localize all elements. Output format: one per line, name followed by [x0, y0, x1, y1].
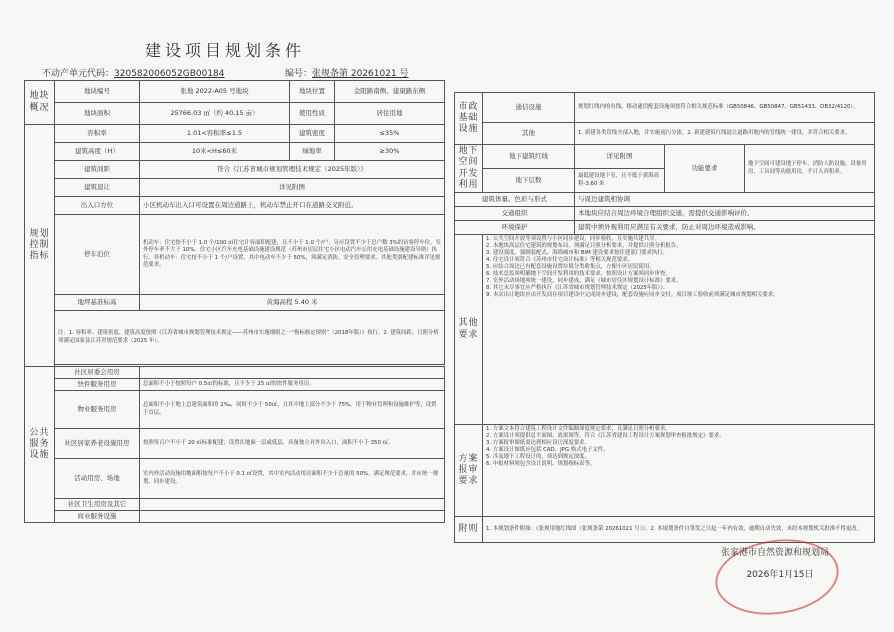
plot-location-label: 地块位置 — [290, 81, 335, 103]
requirements-section-label: 其他要求 — [455, 235, 483, 425]
requirement-item: 9. 本次出让地块应由开发商在项目建设中完成同步建设，配套设施应同步交付。项目竣工验收前须满足城市规划相关要求。 — [486, 292, 779, 299]
review-item: 5. 涉及地下工程设计的，须达到规定深度。 — [486, 454, 590, 461]
review-item: 4. 方案设计图纸应包括 CAD、JPG 格式电子文件。 — [486, 447, 609, 454]
ug-function-label: 功能要求 — [665, 145, 745, 193]
requirement-item: 6. 技术总监须明确地下空间开发利用的技术要求，按照设计方案须同步审查。 — [486, 271, 671, 278]
svc-label-2: 物业服务用房 — [55, 391, 140, 429]
review-item: 6. 申报材料须包含设计说明、规划指标表等。 — [486, 461, 596, 468]
svc-value-3: 按照每百户不小于 20 ㎡标准配建，设置在地面一层或低层，具备独立对外出入口，面积不小于 350 ㎡。 — [140, 429, 445, 459]
svc-label-4: 活动用房、场地 — [55, 459, 140, 499]
comm-label: 通信设施 — [483, 93, 575, 123]
setback-value: 详见附图 — [140, 179, 445, 197]
traffic-label: 交通组织 — [455, 207, 575, 221]
property-code-label: 不动产单元代码： — [42, 69, 115, 79]
review-item: 2. 方案设计须提供总平面图、效果图等，符合《江苏省建设工程设计方案规划审查报批规定》要求。 — [486, 433, 725, 440]
requirement-item: 1. 公共空间开放等须设置与小区同步建设，同步验收，且实施共建共享。 — [486, 236, 660, 242]
ug-levels-label: 地下层数 — [483, 169, 575, 193]
spacing-label: 建筑间距 — [55, 161, 140, 179]
svc-value-1: 总面积不小于按照每户 0.5㎡的标准，且不少于 25 ㎡的快件服务用房。 — [140, 379, 445, 391]
svc-label-1: 快件服务用房 — [55, 379, 140, 391]
ug-line-label: 地下建筑红线 — [483, 145, 575, 169]
density-label: 建筑密度 — [290, 125, 335, 143]
plot-area-label: 地块面积 — [55, 103, 140, 125]
svc-value-6 — [140, 511, 445, 523]
document-number-label: 编号： — [285, 69, 313, 79]
land-use-label: 使用性质 — [290, 103, 335, 125]
land-use-value: 居住用地 — [335, 103, 445, 125]
document-title: 建设项目规划条件 — [144, 41, 305, 60]
review-list — [483, 425, 875, 517]
plot-number-label: 地块编号 — [55, 81, 140, 103]
document-number-value: 张规条第 20261021 号 — [312, 69, 409, 79]
env-label: 环境保护 — [455, 221, 575, 235]
density-value: ≤35% — [335, 125, 445, 143]
svc-value-4: 室内外活动设施用地面积按每户不小于 0.1 ㎡设置，其中室内活动用房面积不少于总量的 50%，满足规范要求，并应统一规划、同步建设。 — [140, 459, 445, 499]
green-ratio-value: ≥30% — [335, 143, 445, 161]
attach-section-label: 附则 — [455, 517, 483, 543]
service-section-label: 公共服务设施 — [25, 367, 55, 523]
plot-number-value: 张地 2022-A05 号地块 — [140, 81, 290, 103]
right-conditions-table — [454, 92, 875, 543]
svc-label-5: 社区卫生用房及其它 — [55, 499, 140, 511]
env-value: 建筑中须外观利用应满足有关要求，防止对周边环境造成影响。 — [575, 221, 875, 235]
requirements-list — [483, 235, 875, 425]
control-notes: 注：1. 容积率、建筑密度、建筑高度按照《江苏省城市规划管理技术规定——苏州市实施细则之一“指标核定规则”（2018年版）》执行。2. 建筑间距、日照分析须满足国家及江苏省规范要求（2025 年）。 — [55, 311, 445, 365]
document-number — [285, 66, 409, 79]
requirement-item: 8. 其它未尽事宜应严格执行《江苏省城市规划管理技术规定（2025年版）》。 — [486, 285, 669, 292]
issuing-organization: 张家港市自然资源和规划局 — [720, 548, 829, 558]
comm-value: 规划红线内的有线、移动通信配套设施须按符合相关规范标准（GB50846、GB50847、GB51433、DB32/4120）。 — [575, 93, 875, 123]
muni-section-label: 市政基础设施 — [455, 93, 483, 145]
attach-value: 1. 本规划条件附图：《张规用地红线图（张规条第 20261021 号）》。2. 本规划条件自签发之日起一年内有效，逾期自动失效，未经本规划机关批准不得更改。 — [483, 517, 875, 543]
parking-label: 停车泊位 — [55, 215, 140, 295]
underground-section-label: 地下空间开发利用 — [455, 145, 483, 193]
property-code — [42, 66, 225, 79]
elevation-label: 地坪基准标高 — [55, 295, 140, 311]
requirement-item: 7. 室外活动场地须统一建设，同步建成，满足《城市居住区规划设计标准》要求。 — [486, 278, 682, 285]
traffic-value: 本地块应结合周边环境合理组织交通，需提供交通影响评价。 — [575, 207, 875, 221]
issue-date: 2026年1月15日 — [746, 570, 814, 580]
svc-value-0 — [140, 367, 445, 379]
requirement-item: 5. 应结合周边已有配套设施设置垃圾分类收集点，方便小区居民使用。 — [486, 264, 655, 271]
plot-location-value: 金阳路南侧、建康路东侧 — [335, 81, 445, 103]
requirement-item: 4. 住宅设计须符合《苏州市住宅设计标准》等相关规范要求。 — [486, 257, 634, 264]
setback-label: 建筑退让 — [55, 179, 140, 197]
svc-label-0: 社区居委会用房 — [55, 367, 140, 379]
ug-levels-value: 最低建设地下室，且不低于黄海高程-3.60 米 — [575, 169, 665, 193]
height-value: 10米<H≤60米 — [140, 143, 290, 161]
svc-value-2: 总面积不小于地上总建筑面积的 2‰，同时不少于 50㎡，且其中地上部分不少于 75%，用于物业管理和设施维护等，设置于首层。 — [140, 391, 445, 429]
far-value: 1.01<容积率≤1.5 — [140, 125, 290, 143]
color-value: 与周边建筑相协调 — [575, 193, 875, 207]
property-code-value: 320582006052GB00184 — [114, 69, 225, 79]
review-item: 3. 方案报审图纸需达到相应设计深度要求。 — [486, 440, 590, 447]
ug-function-value: 地下空间可建设地下停车、消防人防设施、设备用房、工具间等功能用房，不计入容积率。 — [745, 145, 875, 193]
ug-line-value: 详见附图 — [575, 145, 665, 169]
entrance-value: 小区机动车出入口可设置在周边道路上，机动车禁止开口在道路交叉附近。 — [140, 197, 445, 215]
requirement-item: 2. 本地块高层住宅建筑的规划布局，须满足日照分析要求，并提供日照分析报告。 — [486, 243, 682, 250]
plot-area-value: 25766.03 ㎡（约 40.15 亩） — [140, 103, 290, 125]
spacing-value: 符合《江苏省城市规划管理技术规定（2025年版）》 — [140, 161, 445, 179]
far-label: 容积率 — [55, 125, 140, 143]
other-value: 1. 新建各类管线全部入地，并实施雨污分流。2. 新建建筑红线退让道路用地内的管线统一建设，并符合相关要求。 — [575, 123, 875, 145]
left-conditions-table — [24, 80, 445, 523]
parking-value: 机动车：住宅按不小于 1.0 个/100 ㎡住宅计容面积配建，且不小于 1.0 个/户；另应设置不少于总户数 3%的访客停车位。室外停车率不大于 10%。住宅小区汽车充电基础设施建设规范（苏州市居民住宅小区电动汽车公用充电基础设施建设导则）执行。非机动车：住宅按不小于 1 个/户设置，其中电动车不少于 50%，须满足消防、安全管理要求。其他类别配建标准详见规范要求。 — [140, 215, 445, 295]
other-label: 其他 — [483, 123, 575, 145]
svc-label-6: 商业服务设施 — [55, 511, 140, 523]
review-item: 1. 方案文本符合建筑工程设计文件编制深度规定要求，且满足日照分析要求。 — [486, 426, 671, 432]
svc-label-3: 社区居家养老设施用房 — [55, 429, 140, 459]
entrance-label: 出入口方位 — [55, 197, 140, 215]
color-label: 建筑体量、色彩与形式 — [455, 193, 575, 207]
green-ratio-label: 绿地率 — [290, 143, 335, 161]
svc-value-5 — [140, 499, 445, 511]
elevation-value: 黄海高程 5.40 米 — [140, 295, 445, 311]
requirement-item: 3. 建设强度、强制装配式、海绵城市和 BIM 建设要求按住建部门要求执行。 — [486, 250, 668, 257]
control-section-label: 规划控制指标 — [25, 125, 55, 367]
height-label: 建筑高度（H） — [55, 143, 140, 161]
review-section-label: 方案报审要求 — [455, 425, 483, 517]
overview-section-label: 地块概况 — [25, 81, 55, 125]
